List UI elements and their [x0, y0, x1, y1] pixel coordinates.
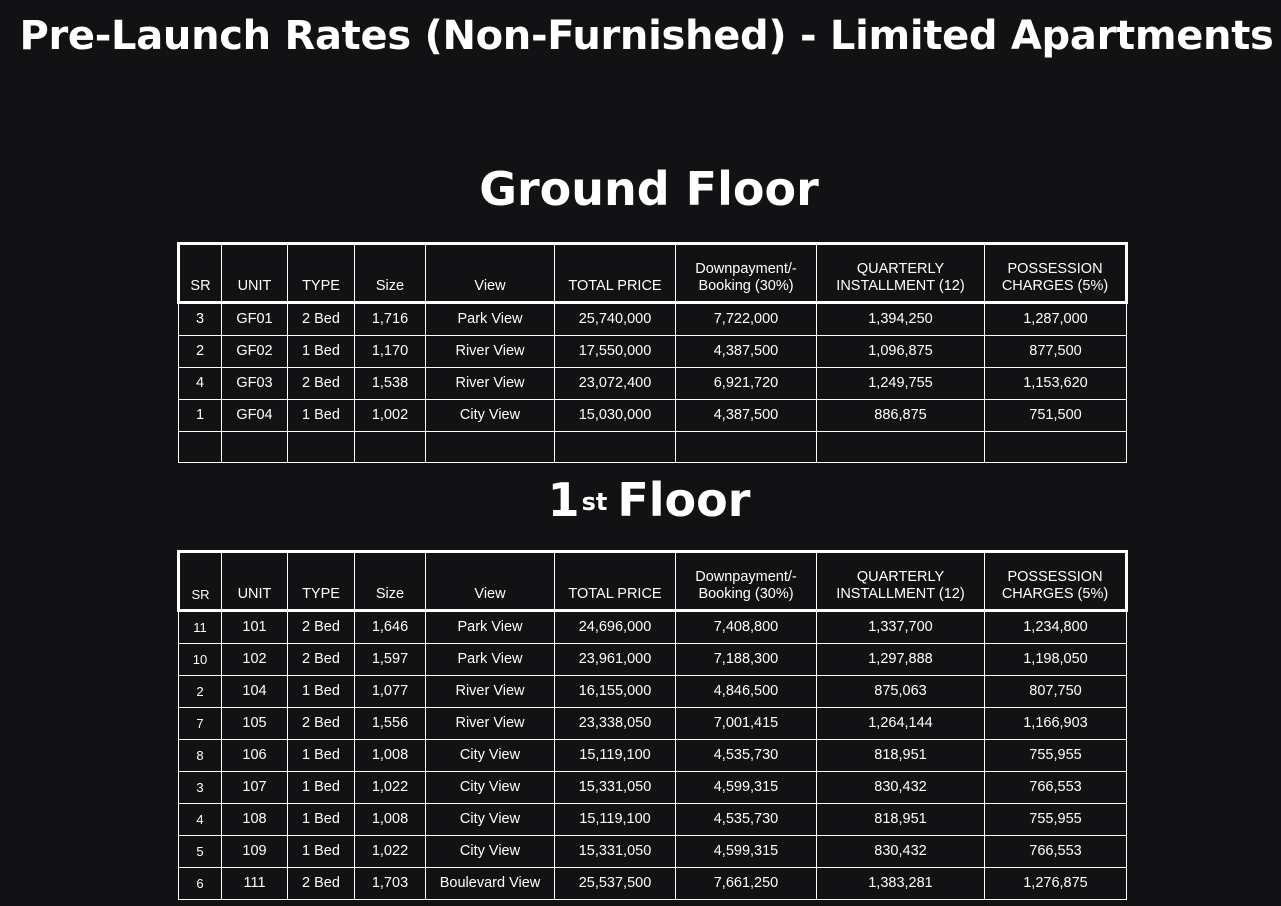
cell-downpayment: 6,921,720 — [676, 368, 817, 400]
cell-downpayment: 4,599,315 — [676, 836, 817, 868]
first-floor-table — [177, 550, 1128, 900]
cell-sr: 2 — [179, 336, 222, 368]
cell-quarterly: 830,432 — [817, 836, 985, 868]
cell-view: River View — [426, 336, 555, 368]
header-downpayment-line1: Downpayment/- — [695, 569, 797, 585]
header-possession-line2: CHARGES (5%) — [1001, 278, 1109, 294]
cell-possession: 1,287,000 — [985, 303, 1127, 336]
cell-possession: 807,750 — [985, 676, 1127, 708]
header-unit: UNIT — [222, 244, 288, 303]
table-row — [179, 368, 1127, 400]
cell-unit: GF02 — [222, 336, 288, 368]
cell-sr: 3 — [179, 303, 222, 336]
cell-type: 2 Bed — [288, 868, 355, 900]
cell-quarterly: 830,432 — [817, 772, 985, 804]
cell-view: City View — [426, 836, 555, 868]
cell-sr: 10 — [179, 644, 222, 676]
table-header-row — [179, 552, 1127, 611]
header-view: View — [426, 552, 555, 611]
table-row — [179, 644, 1127, 676]
cell-unit: GF03 — [222, 368, 288, 400]
cell-view: Park View — [426, 611, 555, 644]
empty-cell — [355, 432, 426, 463]
first-floor-title-word: Floor — [617, 473, 751, 527]
cell-unit: 108 — [222, 804, 288, 836]
header-possession-line1: POSSESSION — [1007, 569, 1103, 585]
header-quarterly-line1: QUARTERLY — [856, 569, 945, 585]
cell-quarterly: 1,264,144 — [817, 708, 985, 740]
cell-sr: 11 — [179, 611, 222, 644]
header-quarterly-line2: INSTALLMENT (12) — [836, 586, 965, 602]
cell-view: Park View — [426, 644, 555, 676]
table-row — [179, 400, 1127, 432]
cell-quarterly: 1,297,888 — [817, 644, 985, 676]
empty-cell — [426, 432, 555, 463]
cell-sr: 6 — [179, 868, 222, 900]
cell-size: 1,008 — [355, 740, 426, 772]
cell-downpayment: 4,535,730 — [676, 740, 817, 772]
cell-view: City View — [426, 400, 555, 432]
empty-cell — [288, 432, 355, 463]
cell-size: 1,022 — [355, 836, 426, 868]
header-size: Size — [355, 244, 426, 303]
cell-total-price: 25,537,500 — [555, 868, 676, 900]
cell-type: 1 Bed — [288, 804, 355, 836]
cell-quarterly: 818,951 — [817, 740, 985, 772]
first-floor-rows — [179, 611, 1127, 900]
cell-possession: 1,166,903 — [985, 708, 1127, 740]
cell-total-price: 25,740,000 — [555, 303, 676, 336]
cell-total-price: 15,331,050 — [555, 772, 676, 804]
cell-sr: 8 — [179, 740, 222, 772]
cell-possession: 1,276,875 — [985, 868, 1127, 900]
header-sr: SR — [179, 244, 222, 303]
cell-downpayment: 4,535,730 — [676, 804, 817, 836]
ground-floor-table — [177, 242, 1128, 463]
cell-type: 2 Bed — [288, 303, 355, 336]
cell-quarterly: 1,383,281 — [817, 868, 985, 900]
cell-size: 1,597 — [355, 644, 426, 676]
header-sr: SR — [179, 552, 222, 611]
cell-unit: 109 — [222, 836, 288, 868]
cell-type: 1 Bed — [288, 836, 355, 868]
cell-total-price: 17,550,000 — [555, 336, 676, 368]
cell-downpayment: 7,188,300 — [676, 644, 817, 676]
table-row — [179, 804, 1127, 836]
ground-floor-rows — [179, 303, 1127, 463]
cell-unit: 106 — [222, 740, 288, 772]
header-total-price: TOTAL PRICE — [555, 552, 676, 611]
cell-downpayment: 7,722,000 — [676, 303, 817, 336]
header-possession-line1: POSSESSION — [1007, 261, 1103, 277]
cell-unit: 101 — [222, 611, 288, 644]
cell-type: 2 Bed — [288, 644, 355, 676]
first-floor-title-number: 1 — [547, 473, 580, 527]
table-row — [179, 772, 1127, 804]
cell-size: 1,002 — [355, 400, 426, 432]
cell-possession: 766,553 — [985, 772, 1127, 804]
cell-type: 1 Bed — [288, 336, 355, 368]
cell-size: 1,077 — [355, 676, 426, 708]
header-downpayment — [676, 552, 817, 611]
first-floor-title — [0, 473, 1281, 527]
cell-view: Boulevard View — [426, 868, 555, 900]
cell-quarterly: 1,337,700 — [817, 611, 985, 644]
cell-type: 1 Bed — [288, 772, 355, 804]
cell-sr: 4 — [179, 804, 222, 836]
cell-unit: GF04 — [222, 400, 288, 432]
cell-view: City View — [426, 740, 555, 772]
empty-table-row — [179, 432, 1127, 463]
cell-sr: 5 — [179, 836, 222, 868]
cell-size: 1,022 — [355, 772, 426, 804]
first-floor-title-suffix: st — [581, 488, 608, 516]
header-downpayment-line2: Booking (30%) — [698, 278, 794, 294]
cell-total-price: 23,072,400 — [555, 368, 676, 400]
cell-unit: 105 — [222, 708, 288, 740]
cell-downpayment: 4,599,315 — [676, 772, 817, 804]
cell-size: 1,008 — [355, 804, 426, 836]
cell-total-price: 16,155,000 — [555, 676, 676, 708]
cell-total-price: 15,331,050 — [555, 836, 676, 868]
cell-size: 1,538 — [355, 368, 426, 400]
cell-sr: 4 — [179, 368, 222, 400]
cell-unit: 111 — [222, 868, 288, 900]
header-possession-line2: CHARGES (5%) — [1001, 586, 1109, 602]
table-row — [179, 676, 1127, 708]
header-quarterly — [817, 552, 985, 611]
header-type: TYPE — [288, 244, 355, 303]
cell-downpayment: 4,387,500 — [676, 336, 817, 368]
cell-possession: 755,955 — [985, 804, 1127, 836]
cell-view: River View — [426, 368, 555, 400]
header-type: TYPE — [288, 552, 355, 611]
cell-sr: 3 — [179, 772, 222, 804]
cell-size: 1,556 — [355, 708, 426, 740]
header-quarterly-line1: QUARTERLY — [856, 261, 945, 277]
cell-total-price: 15,030,000 — [555, 400, 676, 432]
header-downpayment-line2: Booking (30%) — [698, 586, 794, 602]
table-row — [179, 336, 1127, 368]
cell-unit: GF01 — [222, 303, 288, 336]
cell-total-price: 15,119,100 — [555, 740, 676, 772]
cell-view: River View — [426, 676, 555, 708]
cell-quarterly: 1,096,875 — [817, 336, 985, 368]
cell-downpayment: 4,387,500 — [676, 400, 817, 432]
empty-cell — [817, 432, 985, 463]
header-possession — [985, 552, 1127, 611]
cell-total-price: 24,696,000 — [555, 611, 676, 644]
header-downpayment — [676, 244, 817, 303]
cell-view: Park View — [426, 303, 555, 336]
cell-view: City View — [426, 772, 555, 804]
ground-floor-title: Ground Floor — [479, 162, 819, 216]
cell-possession: 1,198,050 — [985, 644, 1127, 676]
cell-unit: 102 — [222, 644, 288, 676]
cell-quarterly: 1,394,250 — [817, 303, 985, 336]
cell-total-price: 15,119,100 — [555, 804, 676, 836]
table-row — [179, 611, 1127, 644]
cell-view: City View — [426, 804, 555, 836]
cell-size: 1,170 — [355, 336, 426, 368]
cell-size: 1,703 — [355, 868, 426, 900]
cell-unit: 107 — [222, 772, 288, 804]
cell-type: 1 Bed — [288, 740, 355, 772]
cell-type: 1 Bed — [288, 400, 355, 432]
cell-unit: 104 — [222, 676, 288, 708]
empty-cell — [676, 432, 817, 463]
cell-downpayment: 7,408,800 — [676, 611, 817, 644]
table-header-row — [179, 244, 1127, 303]
cell-type: 2 Bed — [288, 368, 355, 400]
page-title: Pre-Launch Rates (Non-Furnished) - Limited Apartments — [19, 13, 1274, 59]
cell-type: 2 Bed — [288, 611, 355, 644]
header-view: View — [426, 244, 555, 303]
cell-downpayment: 7,661,250 — [676, 868, 817, 900]
table-row — [179, 868, 1127, 900]
cell-size: 1,716 — [355, 303, 426, 336]
cell-total-price: 23,961,000 — [555, 644, 676, 676]
header-quarterly-line2: INSTALLMENT (12) — [836, 278, 965, 294]
table-row — [179, 740, 1127, 772]
header-quarterly — [817, 244, 985, 303]
cell-sr: 2 — [179, 676, 222, 708]
cell-quarterly: 875,063 — [817, 676, 985, 708]
cell-possession: 755,955 — [985, 740, 1127, 772]
cell-possession: 1,153,620 — [985, 368, 1127, 400]
cell-view: River View — [426, 708, 555, 740]
empty-cell — [222, 432, 288, 463]
cell-possession: 877,500 — [985, 336, 1127, 368]
cell-possession: 766,553 — [985, 836, 1127, 868]
table-row — [179, 708, 1127, 740]
table-row — [179, 836, 1127, 868]
cell-sr: 7 — [179, 708, 222, 740]
cell-quarterly: 1,249,755 — [817, 368, 985, 400]
empty-cell — [179, 432, 222, 463]
empty-cell — [985, 432, 1127, 463]
cell-possession: 1,234,800 — [985, 611, 1127, 644]
header-possession — [985, 244, 1127, 303]
cell-possession: 751,500 — [985, 400, 1127, 432]
cell-downpayment: 7,001,415 — [676, 708, 817, 740]
cell-quarterly: 818,951 — [817, 804, 985, 836]
cell-type: 1 Bed — [288, 676, 355, 708]
table-row — [179, 303, 1127, 336]
header-size: Size — [355, 552, 426, 611]
cell-sr: 1 — [179, 400, 222, 432]
empty-cell — [555, 432, 676, 463]
header-downpayment-line1: Downpayment/- — [695, 261, 797, 277]
header-unit: UNIT — [222, 552, 288, 611]
cell-size: 1,646 — [355, 611, 426, 644]
cell-total-price: 23,338,050 — [555, 708, 676, 740]
cell-quarterly: 886,875 — [817, 400, 985, 432]
header-total-price: TOTAL PRICE — [555, 244, 676, 303]
cell-type: 2 Bed — [288, 708, 355, 740]
cell-downpayment: 4,846,500 — [676, 676, 817, 708]
